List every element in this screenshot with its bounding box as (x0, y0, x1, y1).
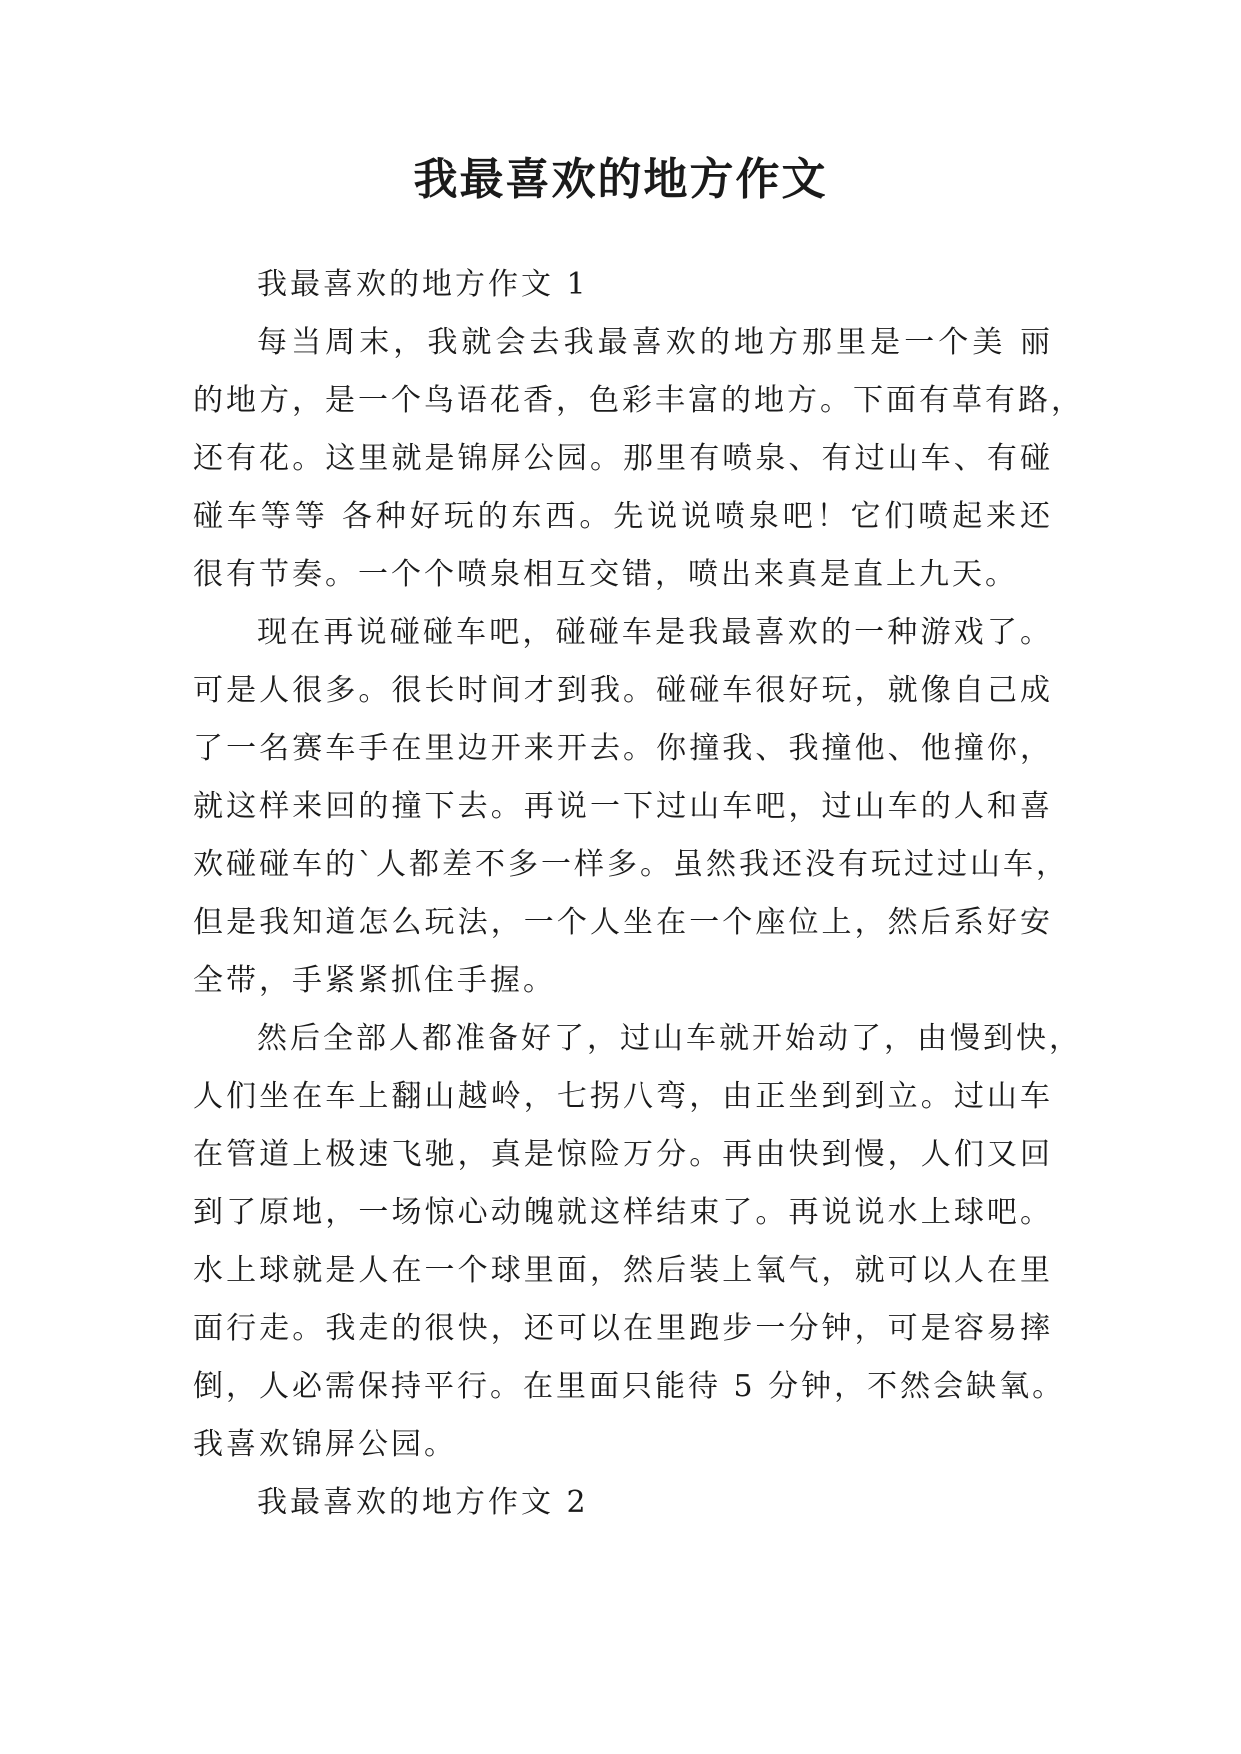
paragraph-line: 人们坐在车上翻山越岭，七拐八弯，由正坐到到立。过山车 (193, 1079, 1053, 1114)
essay-body (193, 256, 1084, 1532)
paragraph-line: 的地方，是一个鸟语花香，色彩丰富的地方。下面有草有路， (193, 383, 1084, 418)
paragraph-line: 还有花。这里就是锦屏公园。那里有喷泉、有过山车、有碰 (193, 441, 1053, 476)
paragraph-line: 欢碰碰车的`人都差不多一样多。虽然我还没有玩过过山车， (193, 847, 1069, 882)
paragraph-line: 但是我知道怎么玩法，一个人坐在一个座位上，然后系好安 (193, 905, 1053, 940)
paragraph-line: 我喜欢锦屏公园。 (193, 1427, 457, 1462)
paragraph-line: 就这样来回的撞下去。再说一下过山车吧，过山车的人和喜 (193, 789, 1053, 824)
paragraph-line: 全带，手紧紧抓住手握。 (193, 963, 556, 998)
paragraph-line: 每当周末，我就会去我最喜欢的地方那里是一个美 丽 (257, 325, 1053, 360)
paragraph-line: 很有节奏。一个个喷泉相互交错，喷出来真是直上九天。 (193, 557, 1018, 592)
paragraph-line: 倒，人必需保持平行。在里面只能待 5 分钟，不然会缺氧。 (193, 1369, 1066, 1404)
document-title: 我最喜欢的地方作文 (413, 154, 828, 205)
paragraph-line: 现在再说碰碰车吧，碰碰车是我最喜欢的一种游戏了。 (257, 615, 1053, 650)
paragraph-line: 水上球就是人在一个球里面，然后装上氧气，就可以人在里 (193, 1253, 1053, 1288)
paragraph-line: 了一名赛车手在里边开来开去。你撞我、我撞他、他撞你， (193, 731, 1053, 766)
paragraph-line: 可是人很多。很长时间才到我。碰碰车很好玩，就像自己成 (193, 673, 1053, 708)
paragraph-line: 在管道上极速飞驰，真是惊险万分。再由快到慢，人们又回 (193, 1137, 1053, 1172)
section-heading-2: 我最喜欢的地方作文 2 (257, 1485, 589, 1520)
paragraph-line: 碰车等等 各种好玩的东西。先说说喷泉吧！它们喷起来还 (193, 499, 1053, 534)
section-heading-1: 我最喜欢的地方作文 1 (257, 267, 589, 302)
paragraph-line: 面行走。我走的很快，还可以在里跑步一分钟，可是容易摔 (193, 1311, 1053, 1346)
paragraph-line: 然后全部人都准备好了，过山车就开始动了，由慢到快， (257, 1021, 1082, 1056)
paragraph-line: 到了原地，一场惊心动魄就这样结束了。再说说水上球吧。 (193, 1195, 1053, 1230)
